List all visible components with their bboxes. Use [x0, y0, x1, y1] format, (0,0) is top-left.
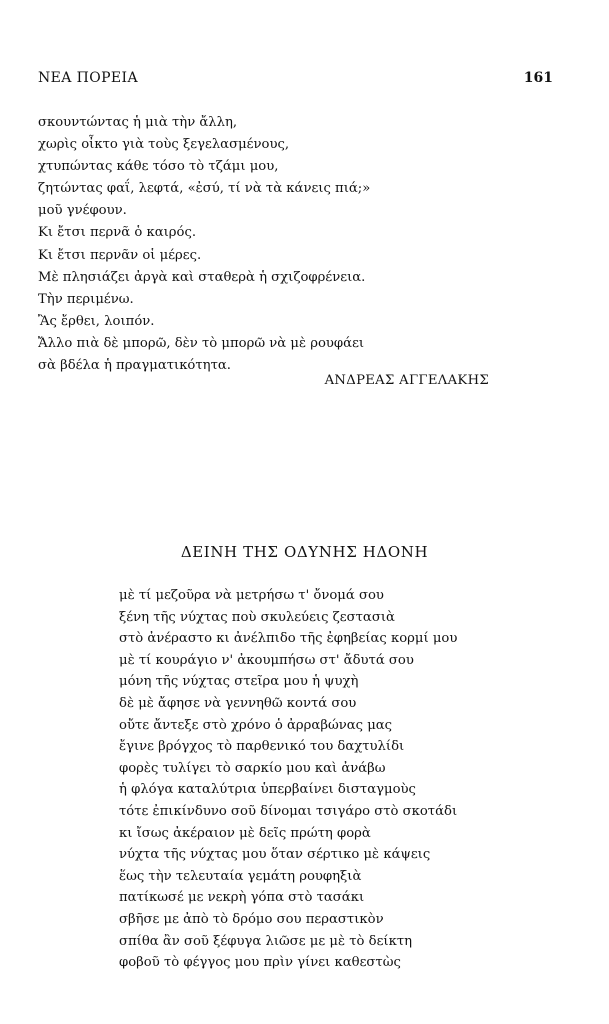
- poem-continued: [38, 112, 558, 377]
- poem-line: Ἂς ἔρθει, λοιπόν.: [38, 313, 155, 329]
- page-number: 161: [523, 70, 553, 86]
- poem-line: φοβοῦ τὸ φέγγος μου πρὶν γίνει καθεστὼς: [119, 955, 401, 971]
- poem-author: ΑΝΔΡΕΑΣ ΑΓΓΕΛΑΚΗΣ: [324, 373, 489, 388]
- poem-line: μόνη τῆς νύχτας στεῖρα μου ἡ ψυχὴ: [119, 674, 359, 690]
- poem-second-body: [119, 585, 569, 974]
- poem-line: ξένη τῆς νύχτας ποὺ σκυλεύεις ζεστασιὰ: [119, 609, 395, 625]
- poem-line: φορὲς τυλίγει τὸ σαρκίο μου καὶ ἀνάβω: [119, 760, 386, 776]
- poem-line: μοῦ γνέφουν.: [38, 203, 127, 219]
- poem-line: οὔτε ἄντεξε στὸ χρόνο ὁ ἀρραβώνας μας: [119, 717, 393, 733]
- poem-line: κι ἴσως ἀκέραιον μὲ δεῖς πρώτη φορὰ: [119, 825, 371, 841]
- poem-line: ἡ φλόγα καταλύτρια ὑπερβαίνει δισταγμοὺς: [119, 782, 416, 798]
- poem-line: Τὴν περιμένω.: [38, 291, 134, 307]
- poem-line: ζητώντας φαΐ, λεφτά, «ἐσύ, τί νὰ τὰ κάνεις πιά;»: [38, 181, 371, 197]
- poem-line: σὰ βδέλα ἡ πραγματικότητα.: [38, 358, 231, 374]
- poem-line: τότε ἐπικίνδυνο σοῦ δίνομαι τσιγάρο στὸ σκοτάδι: [119, 803, 458, 819]
- poem-line: Κι ἔτσι περνᾶ ὁ καιρός.: [38, 225, 197, 241]
- poem-line: σπίθα ἂν σοῦ ξέφυγα λιῶσε με μὲ τὸ δείκτη: [119, 933, 413, 949]
- poem-line: νύχτα τῆς νύχτας μου ὅταν σέρτικο μὲ κάψεις: [119, 847, 431, 863]
- poem-line: στὸ ἀνέραστο κι ἀνέλπιδο τῆς ἐφηβείας κορμί μου: [119, 631, 458, 647]
- poem-line: δὲ μὲ ἄφησε νὰ γεννηθῶ κοντά σου: [119, 695, 357, 711]
- poem-line: χωρὶς οἶκτο γιὰ τοὺς ξεγελασμένους,: [38, 137, 290, 153]
- poem-title: ΔΕΙΝΗ ΤΗΣ ΟΔΥΝΗΣ ΗΔΟΝΗ: [180, 543, 429, 561]
- poem-line: Μὲ πλησιάζει ἀργὰ καὶ σταθερὰ ἡ σχιζοφρένεια.: [38, 269, 366, 285]
- poem-line: σκουντώντας ἡ μιὰ τὴν ἄλλη,: [38, 115, 238, 130]
- poem-line: μὲ τί μεζοῦρα νὰ μετρήσω τ' ὄνομά σου: [119, 588, 384, 603]
- poem-line: Ἄλλο πιὰ δὲ μπορῶ, δὲν τὸ μπορῶ νὰ μὲ ρουφάει: [38, 335, 365, 351]
- poem-line: μὲ τί κουράγιο ν' ἀκουμπήσω στ' ἄδυτά σου: [119, 652, 414, 668]
- poem-line: χτυπώντας κάθε τόσο τὸ τζάμι μου,: [38, 159, 279, 175]
- poem-line: ἕως τὴν τελευταία γεμάτη ρουφηξιὰ: [119, 868, 362, 884]
- poem-line: ἔγινε βρόγχος τὸ παρθενικό του δαχτυλίδι: [119, 739, 405, 755]
- poem-line: σβῆσε με ἀπὸ τὸ δρόμο σου περαστικὸν: [119, 911, 384, 927]
- journal-title: ΝΕΑ ΠΟΡΕΙΑ: [38, 70, 138, 86]
- poem-line: Κι ἔτσι περνᾶν οἱ μέρες.: [38, 247, 202, 263]
- poem-line: πατίκωσέ με νεκρὴ γόπα στὸ τασάκι: [119, 890, 365, 906]
- running-head: [38, 70, 553, 90]
